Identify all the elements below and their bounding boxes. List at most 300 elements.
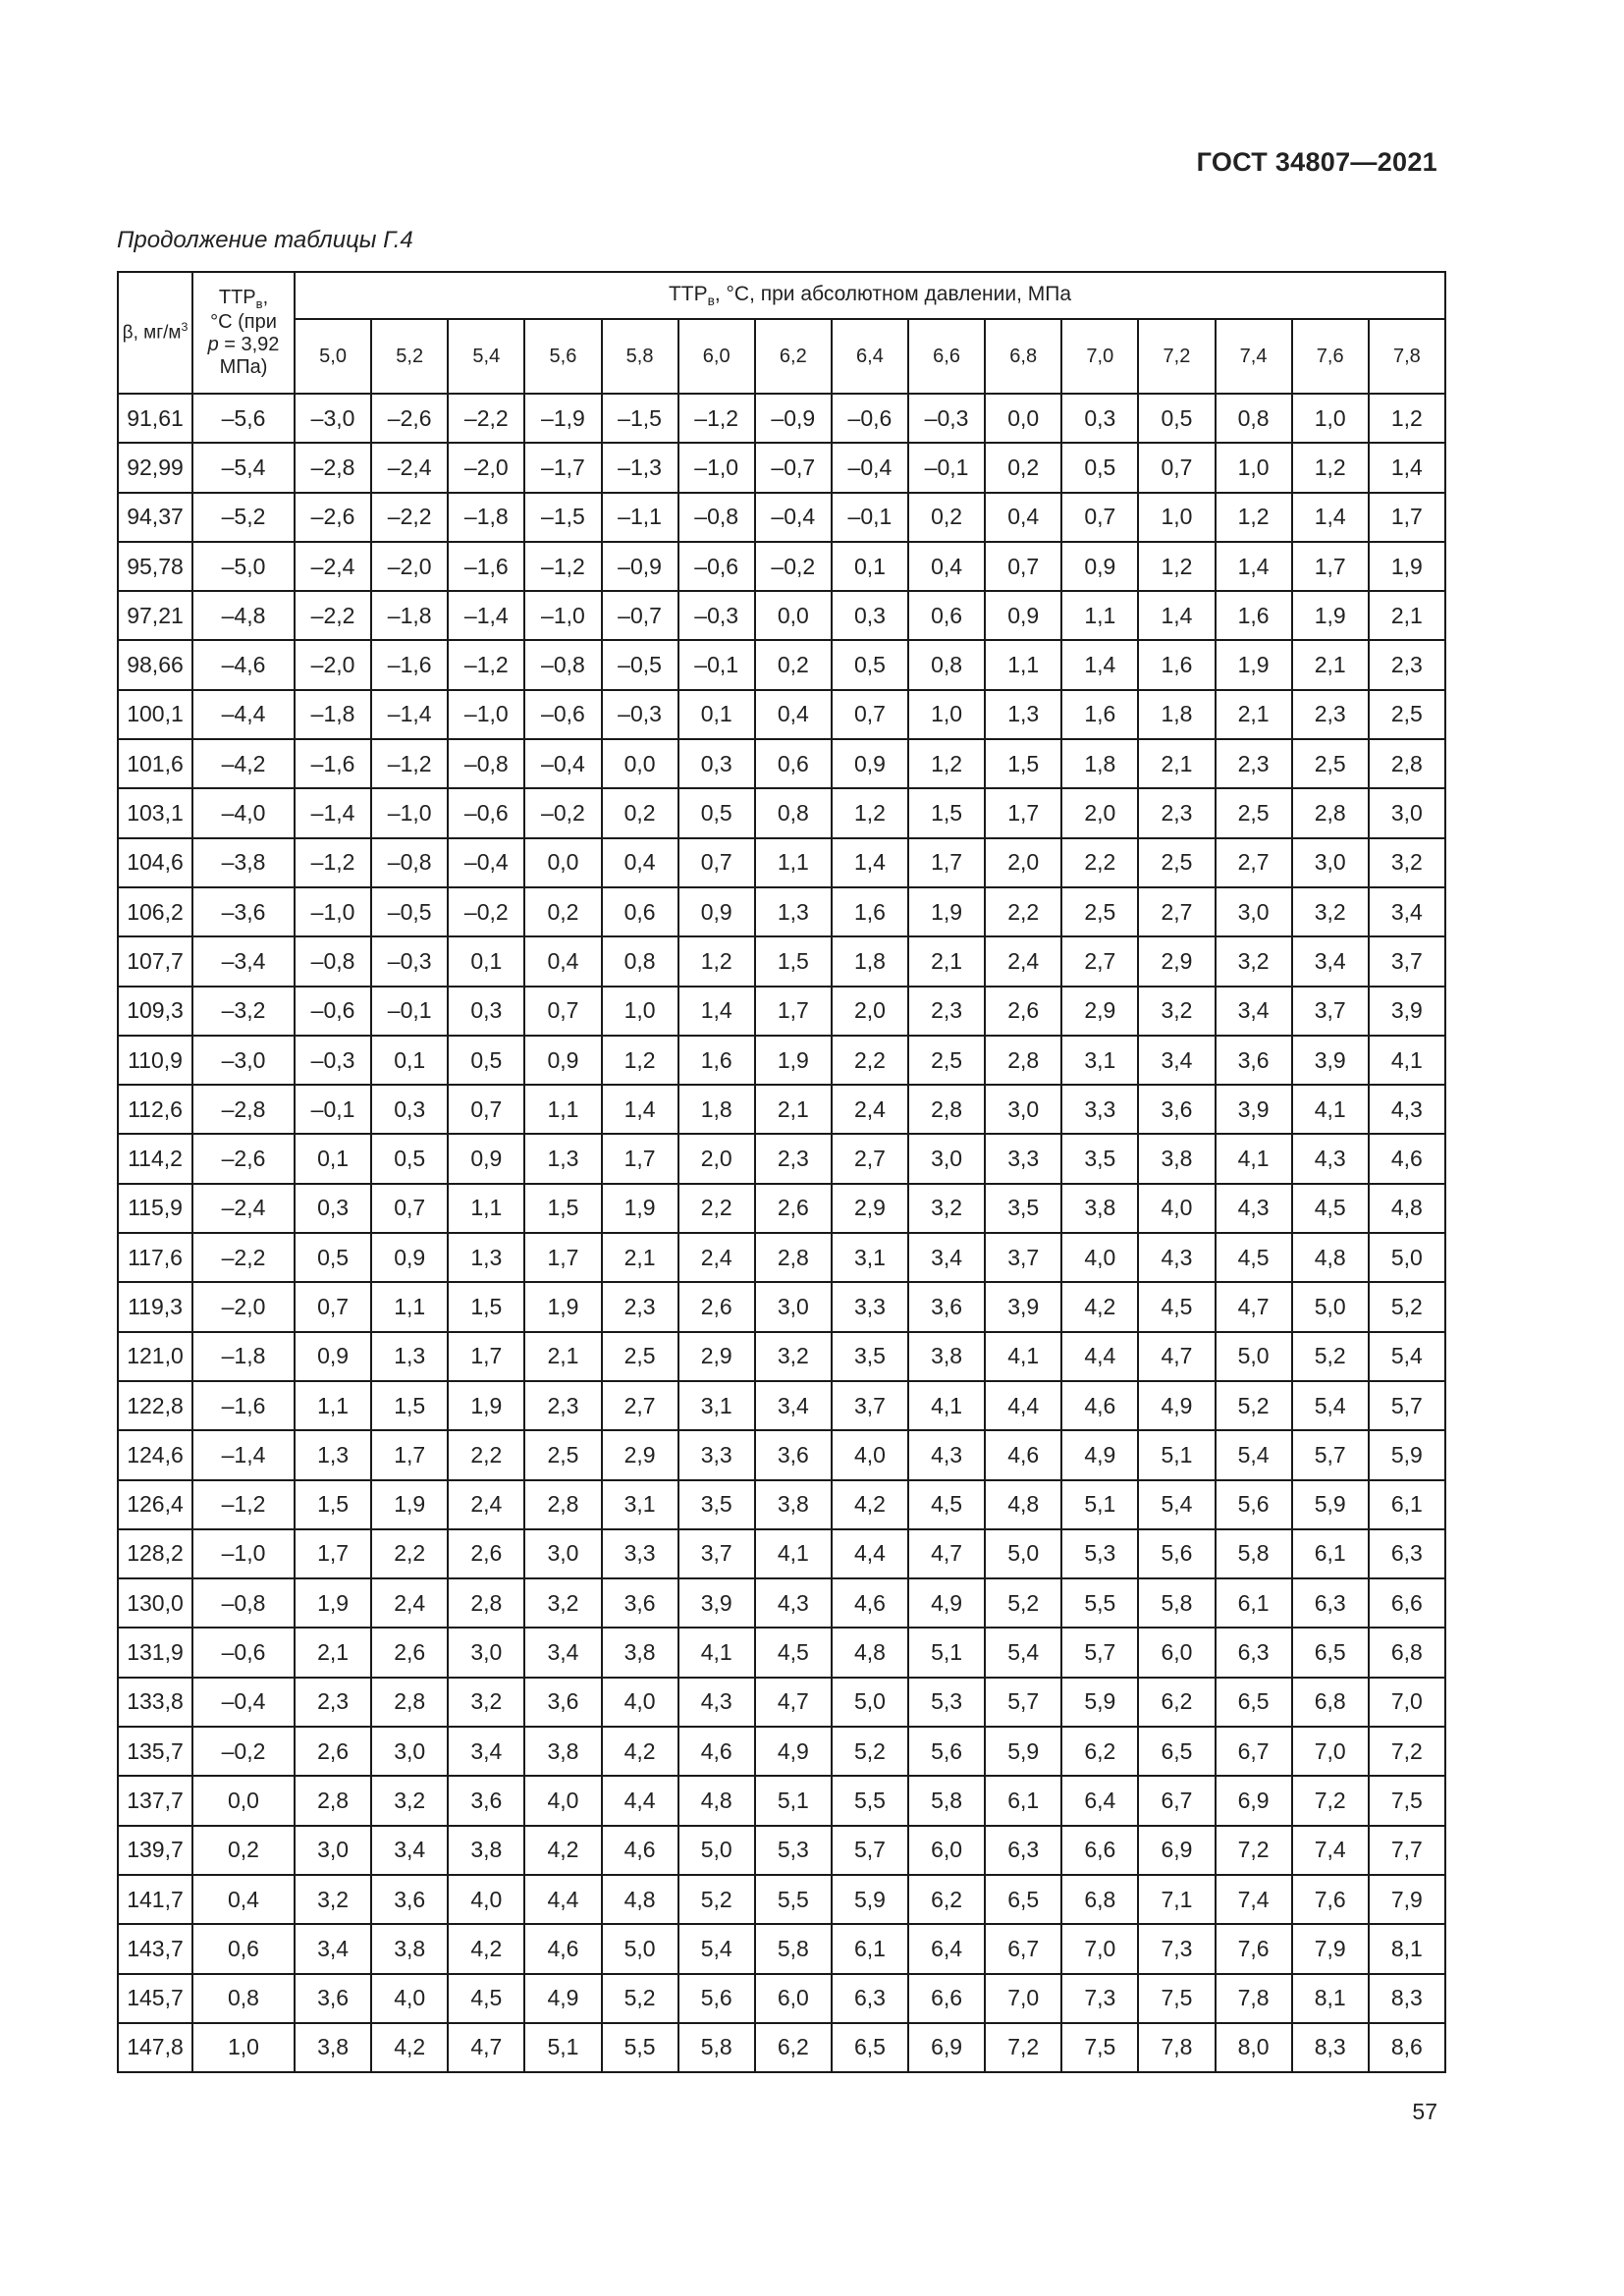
table-cell: –0,5 — [371, 887, 448, 936]
table-cell: 1,8 — [832, 936, 908, 986]
table-cell: 6,5 — [985, 1875, 1061, 1924]
table-cell: 1,8 — [678, 1085, 755, 1134]
table-cell: 3,3 — [832, 1282, 908, 1331]
table-cell: –2,0 — [371, 542, 448, 591]
table-cell: 4,9 — [524, 1974, 601, 2023]
ttr-reference-cell: 0,8 — [192, 1974, 295, 2023]
table-cell: 1,9 — [908, 887, 985, 936]
table-cell: 2,1 — [1369, 591, 1445, 640]
table-cell: –0,1 — [678, 640, 755, 689]
table-cell: –1,0 — [371, 788, 448, 837]
pressure-header-cell: 5,8 — [602, 319, 678, 394]
table-cell: 3,0 — [1369, 788, 1445, 837]
table-cell: 7,6 — [1216, 1924, 1292, 1973]
ttr-reference-cell: –3,8 — [192, 838, 295, 887]
table-cell: 5,0 — [985, 1529, 1061, 1578]
table-cell: 1,7 — [985, 788, 1061, 837]
table-cell: 8,1 — [1369, 1924, 1445, 1973]
table-cell: 3,2 — [1292, 887, 1369, 936]
pressure-header-cell: 6,2 — [755, 319, 832, 394]
table-cell: –2,0 — [448, 443, 524, 492]
table-cell: 4,4 — [524, 1875, 601, 1924]
table-cell: 3,0 — [985, 1085, 1061, 1134]
ttr-reference-cell: –5,4 — [192, 443, 295, 492]
table-cell: 6,9 — [908, 2023, 985, 2072]
table-cell: 6,3 — [1216, 1628, 1292, 1677]
table-cell: –1,0 — [448, 690, 524, 739]
table-cell: 0,4 — [985, 493, 1061, 542]
table-row — [118, 1480, 1445, 1529]
table-cell: 6,1 — [1292, 1529, 1369, 1578]
table-cell: 5,2 — [1216, 1381, 1292, 1430]
beta-cell: 95,78 — [118, 542, 192, 591]
pressure-header-cell: 7,8 — [1369, 319, 1445, 394]
table-cell: –2,2 — [295, 591, 371, 640]
table-cell: 7,2 — [1369, 1727, 1445, 1776]
ttr-reference-cell: –2,2 — [192, 1233, 295, 1282]
beta-cell: 126,4 — [118, 1480, 192, 1529]
table-cell: –1,5 — [524, 493, 601, 542]
beta-unit: , мг/м — [133, 322, 182, 344]
table-cell: 4,8 — [678, 1776, 755, 1825]
table-cell: 6,2 — [908, 1875, 985, 1924]
table-cell: 1,5 — [755, 936, 832, 986]
table-cell: 7,8 — [1216, 1974, 1292, 2023]
table-cell: –0,6 — [832, 394, 908, 443]
table-cell: 1,4 — [832, 838, 908, 887]
table-cell: 2,2 — [1061, 838, 1138, 887]
table-cell: 0,9 — [985, 591, 1061, 640]
table-cell: 6,1 — [832, 1924, 908, 1973]
table-row — [118, 690, 1445, 739]
table-cell: 5,5 — [755, 1875, 832, 1924]
beta-cell: 141,7 — [118, 1875, 192, 1924]
table-cell: 2,3 — [1292, 690, 1369, 739]
table-cell: 3,0 — [448, 1628, 524, 1677]
table-cell: 4,2 — [371, 2023, 448, 2072]
table-cell: –0,4 — [832, 443, 908, 492]
table-cell: 7,0 — [1292, 1727, 1369, 1776]
table-cell: 2,5 — [1138, 838, 1215, 887]
table-row — [118, 542, 1445, 591]
table-cell: 4,1 — [678, 1628, 755, 1677]
table-cell: 1,2 — [1369, 394, 1445, 443]
table-cell: 4,3 — [1292, 1134, 1369, 1183]
page-number: 57 — [1412, 2099, 1437, 2124]
table-cell: 0,7 — [448, 1085, 524, 1134]
ttr-reference-cell: –4,6 — [192, 640, 295, 689]
table-cell: 3,4 — [524, 1628, 601, 1677]
table-cell: 4,0 — [832, 1430, 908, 1479]
table-cell: 6,3 — [985, 1826, 1061, 1875]
table-cell: 4,0 — [448, 1875, 524, 1924]
ttr-ref-line2: °С (при — [210, 311, 277, 334]
table-cell: 1,9 — [295, 1578, 371, 1628]
table-cell: 4,4 — [985, 1381, 1061, 1430]
table-cell: 0,9 — [295, 1332, 371, 1381]
table-cell: 7,4 — [1216, 1875, 1292, 1924]
table-cell: 0,4 — [602, 838, 678, 887]
table-cell: 6,1 — [985, 1776, 1061, 1825]
beta-cell: 106,2 — [118, 887, 192, 936]
table-cell: 5,3 — [1061, 1529, 1138, 1578]
table-cell: 5,4 — [678, 1924, 755, 1973]
table-cell: 3,8 — [1061, 1184, 1138, 1233]
table-cell: 0,5 — [371, 1134, 448, 1183]
table-cell: –1,2 — [295, 838, 371, 887]
table-cell: 3,6 — [371, 1875, 448, 1924]
table-cell: 1,4 — [602, 1085, 678, 1134]
table-cell: 3,6 — [755, 1430, 832, 1479]
table-cell: 2,1 — [908, 936, 985, 986]
table-cell: 5,8 — [678, 2023, 755, 2072]
table-cell: –0,6 — [448, 788, 524, 837]
table-cell: 1,1 — [524, 1085, 601, 1134]
table-cell: 1,7 — [1292, 542, 1369, 591]
table-cell: 0,7 — [678, 838, 755, 887]
table-cell: 5,9 — [1292, 1480, 1369, 1529]
table-cell: 1,2 — [908, 739, 985, 788]
table-cell: 3,0 — [1292, 838, 1369, 887]
table-cell: 1,4 — [678, 987, 755, 1036]
beta-cell: 97,21 — [118, 591, 192, 640]
table-cell: 5,8 — [1216, 1529, 1292, 1578]
table-cell: 3,8 — [1138, 1134, 1215, 1183]
table-cell: 4,5 — [1292, 1184, 1369, 1233]
beta-cell: 119,3 — [118, 1282, 192, 1331]
table-cell: 2,9 — [832, 1184, 908, 1233]
table-cell: 2,7 — [1061, 936, 1138, 986]
table-cell: 5,4 — [1138, 1480, 1215, 1529]
table-cell: 1,0 — [602, 987, 678, 1036]
beta-cell: 110,9 — [118, 1036, 192, 1085]
table-cell: 1,0 — [1138, 493, 1215, 542]
beta-cell: 122,8 — [118, 1381, 192, 1430]
ttr-reference-cell: –5,6 — [192, 394, 295, 443]
table-cell: –0,3 — [602, 690, 678, 739]
table-cell: 3,7 — [1369, 936, 1445, 986]
table-cell: 5,3 — [908, 1678, 985, 1727]
table-cell: 0,6 — [755, 739, 832, 788]
table-cell: 1,0 — [1216, 443, 1292, 492]
table-cell: 2,4 — [371, 1578, 448, 1628]
table-cell: –1,2 — [448, 640, 524, 689]
table-cell: 2,8 — [1369, 739, 1445, 788]
table-cell: –1,7 — [524, 443, 601, 492]
table-cell: 3,4 — [295, 1924, 371, 1973]
table-cell: 3,9 — [1369, 987, 1445, 1036]
table-cell: 4,6 — [832, 1578, 908, 1628]
table-cell: 0,0 — [524, 838, 601, 887]
table-cell: 2,6 — [985, 987, 1061, 1036]
ttr-reference-cell: –0,2 — [192, 1727, 295, 1776]
beta-cell: 115,9 — [118, 1184, 192, 1233]
table-cell: 6,0 — [1138, 1628, 1215, 1677]
table-cell: –0,4 — [524, 739, 601, 788]
table-cell: 0,9 — [832, 739, 908, 788]
table-cell: 4,0 — [602, 1678, 678, 1727]
table-cell: 3,4 — [755, 1381, 832, 1430]
beta-cell: 114,2 — [118, 1134, 192, 1183]
table-cell: 3,0 — [371, 1727, 448, 1776]
table-row — [118, 1282, 1445, 1331]
table-cell: 2,7 — [832, 1134, 908, 1183]
ttr-reference-cell: –4,0 — [192, 788, 295, 837]
table-row — [118, 1974, 1445, 2023]
table-cell: 3,1 — [832, 1233, 908, 1282]
table-cell: 4,1 — [985, 1332, 1061, 1381]
table-cell: –0,3 — [371, 936, 448, 986]
table-cell: 1,2 — [1292, 443, 1369, 492]
table-cell: 4,5 — [908, 1480, 985, 1529]
table-cell: 6,3 — [1292, 1578, 1369, 1628]
table-cell: 8,3 — [1292, 2023, 1369, 2072]
table-cell: 7,9 — [1292, 1924, 1369, 1973]
table-cell: 1,3 — [985, 690, 1061, 739]
table-cell: 5,0 — [1369, 1233, 1445, 1282]
table-cell: –2,0 — [295, 640, 371, 689]
table-cell: –1,6 — [295, 739, 371, 788]
table-cell: 8,3 — [1369, 1974, 1445, 2023]
table-cell: 1,2 — [1216, 493, 1292, 542]
table-cell: 3,2 — [908, 1184, 985, 1233]
ttr-ref-line3: = 3,92 — [218, 334, 280, 356]
table-cell: 2,6 — [755, 1184, 832, 1233]
table-cell: 2,0 — [1061, 788, 1138, 837]
table-cell: 4,8 — [1292, 1233, 1369, 1282]
ttr-reference-cell: –2,4 — [192, 1184, 295, 1233]
table-cell: 3,7 — [1292, 987, 1369, 1036]
table-cell: 6,4 — [908, 1924, 985, 1973]
table-cell: 1,9 — [1369, 542, 1445, 591]
table-row — [118, 936, 1445, 986]
ttr-reference-cell: –4,4 — [192, 690, 295, 739]
table-cell: 3,1 — [678, 1381, 755, 1430]
table-cell: 1,4 — [1292, 493, 1369, 542]
table-cell: –1,2 — [524, 542, 601, 591]
table-cell: 3,0 — [908, 1134, 985, 1183]
table-cell: 4,2 — [524, 1826, 601, 1875]
table-cell: –0,1 — [371, 987, 448, 1036]
table-cell: 6,2 — [1061, 1727, 1138, 1776]
table-row — [118, 1875, 1445, 1924]
table-cell: 3,6 — [908, 1282, 985, 1331]
table-cell: 2,8 — [755, 1233, 832, 1282]
beta-cell: 135,7 — [118, 1727, 192, 1776]
table-cell: 6,3 — [832, 1974, 908, 2023]
table-cell: 1,9 — [524, 1282, 601, 1331]
table-cell: 6,9 — [1216, 1776, 1292, 1825]
table-cell: 4,4 — [1061, 1332, 1138, 1381]
table-cell: 7,6 — [1292, 1875, 1369, 1924]
table-cell: 3,9 — [678, 1578, 755, 1628]
table-cell: 4,9 — [755, 1727, 832, 1776]
table-cell: 7,5 — [1061, 2023, 1138, 2072]
table-cell: 3,1 — [602, 1480, 678, 1529]
table-cell: 5,5 — [832, 1776, 908, 1825]
table-cell: 0,1 — [832, 542, 908, 591]
pressure-header-cell: 7,4 — [1216, 319, 1292, 394]
table-cell: 0,1 — [448, 936, 524, 986]
table-cell: 7,1 — [1138, 1875, 1215, 1924]
table-cell: –2,6 — [295, 493, 371, 542]
table-cell: 3,8 — [908, 1332, 985, 1381]
beta-cell: 112,6 — [118, 1085, 192, 1134]
table-cell: 3,6 — [1216, 1036, 1292, 1085]
table-cell: 0,5 — [832, 640, 908, 689]
beta-cell: 137,7 — [118, 1776, 192, 1825]
table-cell: 4,5 — [1138, 1282, 1215, 1331]
table-cell: 6,6 — [908, 1974, 985, 2023]
table-cell: 2,1 — [295, 1628, 371, 1677]
ttr-reference-cell: –0,6 — [192, 1628, 295, 1677]
beta-cell: 121,0 — [118, 1332, 192, 1381]
table-row — [118, 1134, 1445, 1183]
table-row — [118, 394, 1445, 443]
table-cell: 2,0 — [985, 838, 1061, 887]
table-row — [118, 493, 1445, 542]
pressure-header-cell: 5,4 — [448, 319, 524, 394]
beta-cell: 130,0 — [118, 1578, 192, 1628]
table-cell: 0,7 — [524, 987, 601, 1036]
table-cell: –2,4 — [295, 542, 371, 591]
table-cell: 3,3 — [678, 1430, 755, 1479]
table-cell: 2,4 — [448, 1480, 524, 1529]
table-cell: 2,7 — [1138, 887, 1215, 936]
ttr-reference-cell: –1,2 — [192, 1480, 295, 1529]
table-cell: 1,5 — [295, 1480, 371, 1529]
table-cell: 1,4 — [1061, 640, 1138, 689]
table-cell: 4,1 — [1216, 1134, 1292, 1183]
table-cell: 4,5 — [448, 1974, 524, 2023]
table-cell: 4,6 — [524, 1924, 601, 1973]
table-cell: –0,8 — [524, 640, 601, 689]
table-cell: 6,1 — [1369, 1480, 1445, 1529]
table-cell: 0,3 — [1061, 394, 1138, 443]
pressure-header-sub: в — [707, 293, 715, 308]
table-row — [118, 1578, 1445, 1628]
table-cell: 7,8 — [1138, 2023, 1215, 2072]
table-cell: 0,9 — [678, 887, 755, 936]
table-cell: 1,8 — [1061, 739, 1138, 788]
table-cell: –1,8 — [371, 591, 448, 640]
table-cell: 6,6 — [1369, 1578, 1445, 1628]
table-cell: 5,0 — [832, 1678, 908, 1727]
beta-cell: 103,1 — [118, 788, 192, 837]
table-cell: –1,4 — [295, 788, 371, 837]
table-cell: –1,0 — [678, 443, 755, 492]
table-cell: 5,7 — [1369, 1381, 1445, 1430]
table-cell: 3,0 — [524, 1529, 601, 1578]
table-cell: 2,1 — [1138, 739, 1215, 788]
table-cell: 4,9 — [1138, 1381, 1215, 1430]
table-cell: 3,6 — [1138, 1085, 1215, 1134]
table-cell: 8,0 — [1216, 2023, 1292, 2072]
table-cell: 0,6 — [602, 887, 678, 936]
table-cell: 4,7 — [908, 1529, 985, 1578]
table-cell: 4,7 — [755, 1678, 832, 1727]
table-cell: –0,4 — [448, 838, 524, 887]
table-row — [118, 1184, 1445, 1233]
table-cell: –2,8 — [295, 443, 371, 492]
ttr-reference-cell: –3,4 — [192, 936, 295, 986]
table-cell: 1,2 — [602, 1036, 678, 1085]
ttr-reference-cell: –2,6 — [192, 1134, 295, 1183]
beta-cell: 101,6 — [118, 739, 192, 788]
table-cell: 0,2 — [524, 887, 601, 936]
table-cell: 6,1 — [1216, 1578, 1292, 1628]
table-cell: 5,7 — [832, 1826, 908, 1875]
table-cell: 5,2 — [678, 1875, 755, 1924]
ttr-reference-cell: –2,0 — [192, 1282, 295, 1331]
table-cell: 0,4 — [755, 690, 832, 739]
table-cell: 2,1 — [524, 1332, 601, 1381]
table-row — [118, 1233, 1445, 1282]
table-cell: 1,5 — [908, 788, 985, 837]
ttr-ref-sub: в — [255, 295, 263, 311]
table-row — [118, 1381, 1445, 1430]
table-cell: 0,8 — [908, 640, 985, 689]
table-cell: 4,3 — [1216, 1184, 1292, 1233]
table-row — [118, 838, 1445, 887]
table-cell: 1,9 — [1292, 591, 1369, 640]
table-cell: –0,2 — [755, 542, 832, 591]
table-cell: 4,7 — [448, 2023, 524, 2072]
table-cell: 3,6 — [524, 1678, 601, 1727]
table-cell: 2,7 — [1216, 838, 1292, 887]
ttr-reference-cell: –5,0 — [192, 542, 295, 591]
table-cell: 7,2 — [985, 2023, 1061, 2072]
table-cell: 5,7 — [1061, 1628, 1138, 1677]
table-cell: 4,7 — [1216, 1282, 1292, 1331]
table-cell: 8,1 — [1292, 1974, 1369, 2023]
table-cell: 2,4 — [832, 1085, 908, 1134]
table-cell: 3,4 — [908, 1233, 985, 1282]
table-cell: 0,1 — [295, 1134, 371, 1183]
table-row — [118, 739, 1445, 788]
table-cell: 2,3 — [1138, 788, 1215, 837]
table-cell: 6,9 — [1138, 1826, 1215, 1875]
table-cell: 0,8 — [602, 936, 678, 986]
table-cell: 4,6 — [1369, 1134, 1445, 1183]
table-cell: 3,7 — [678, 1529, 755, 1578]
table-cell: 5,1 — [908, 1628, 985, 1677]
table-cell: –0,7 — [602, 591, 678, 640]
table-cell: 1,3 — [371, 1332, 448, 1381]
table-cell: 2,0 — [678, 1134, 755, 1183]
table-cell: –3,0 — [295, 394, 371, 443]
table-cell: 2,7 — [602, 1381, 678, 1430]
table-cell: 6,2 — [1138, 1678, 1215, 1727]
ttr-ref-pressure-var: p — [207, 334, 219, 356]
table-cell: 5,9 — [985, 1727, 1061, 1776]
table-cell: 3,9 — [1292, 1036, 1369, 1085]
table-cell: 1,0 — [908, 690, 985, 739]
table-cell: 0,9 — [1061, 542, 1138, 591]
table-cell: 1,7 — [602, 1134, 678, 1183]
table-cell: 1,3 — [524, 1134, 601, 1183]
table-cell: 2,3 — [524, 1381, 601, 1430]
table-cell: 3,5 — [1061, 1134, 1138, 1183]
table-cell: 4,3 — [1138, 1233, 1215, 1282]
table-cell: 7,4 — [1292, 1826, 1369, 1875]
table-cell: –2,6 — [371, 394, 448, 443]
table-cell: 3,2 — [295, 1875, 371, 1924]
table-cell: 5,2 — [1369, 1282, 1445, 1331]
table-cell: 3,6 — [295, 1974, 371, 2023]
table-cell: 4,6 — [1061, 1381, 1138, 1430]
table-cell: –0,9 — [602, 542, 678, 591]
